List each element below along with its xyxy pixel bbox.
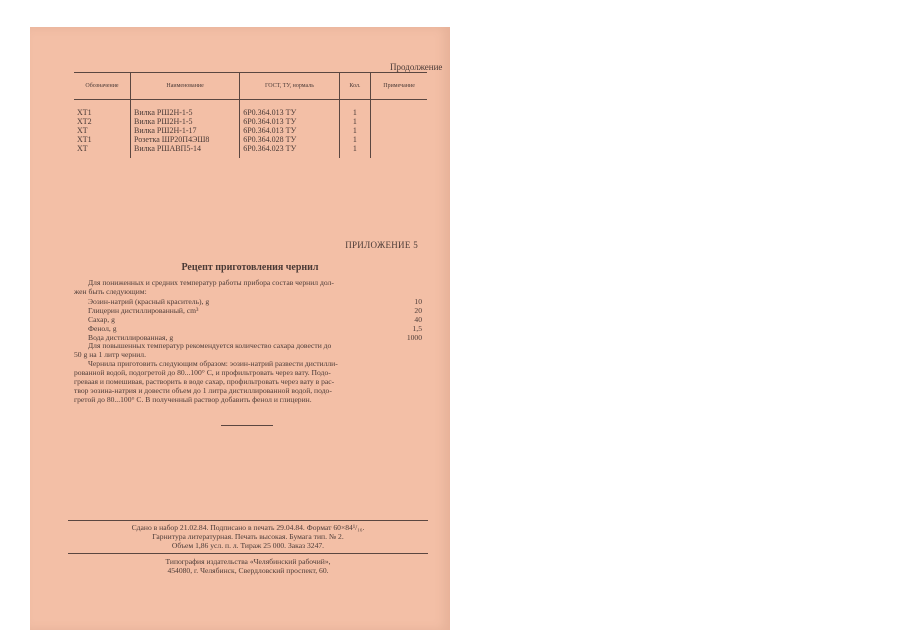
para3-line: Чернила приготовить следующим образом: эозин-натрий развести дистилли-: [88, 359, 338, 368]
cell-qty: 1: [339, 126, 370, 135]
cell-qty: 1: [339, 117, 370, 126]
document-page: [30, 27, 450, 630]
cell-qty: 1: [339, 135, 370, 144]
ingredient-name: Эозин-натрий (красный краситель), g: [88, 297, 210, 306]
cell-designation: XT1: [77, 135, 92, 144]
intro-line-2: жен быть следующим:: [74, 287, 147, 296]
col-header-note: Примечание: [371, 73, 427, 100]
continuation-label: Продолжение: [390, 62, 443, 72]
cell-gost: 6Р0.364.013 ТУ: [240, 126, 340, 135]
ingredient-name: Фенол, g: [88, 324, 117, 333]
ingredient-value: 20: [414, 306, 422, 315]
para3-line: твор эозина-натрия и довести объем до 1 литра дистиллированной водой, подо-: [74, 386, 332, 395]
table-row: [74, 135, 427, 144]
ingredient-name: Глицерин дистиллированный, cm³: [88, 306, 199, 315]
para3-line: греваая и помешивая, растворить в воде сахар, профильтровать через вату в рас-: [74, 377, 335, 386]
imprint-line-2: Гарнитура литературная. Печать высокая. Бумага тип. № 2.: [152, 532, 344, 541]
cell-gost: 6Р0.364.013 ТУ: [240, 100, 340, 118]
ingredient-name: Сахар, g: [88, 315, 115, 324]
cell-name: Вилка РШ2Н-1-5: [131, 117, 240, 126]
cell-qty: 1: [339, 100, 370, 118]
imprint-top-rule: [68, 520, 428, 521]
cell-gost: 6Р0.364.013 ТУ: [240, 117, 340, 126]
ingredient-value: 1,5: [412, 324, 422, 333]
cell-designation: XT1: [77, 108, 92, 117]
ingredient-value: 10: [414, 297, 422, 306]
ingredient-value: 1000: [406, 333, 422, 342]
cell-gost: 6Р0.364.028 ТУ: [240, 135, 340, 144]
ingredient-value: 40: [414, 315, 422, 324]
cell-designation: XT2: [77, 117, 92, 126]
ingredient-name: Вода дистиллированная, g: [88, 333, 174, 342]
printer-line-1: Типография издательства «Челябинский рабочий»,: [165, 557, 331, 566]
cell-name: Вилка РШ2Н-1-17: [131, 126, 240, 135]
cell-note: [371, 100, 427, 118]
imprint-bottom-rule: [68, 553, 428, 554]
appendix-label: ПРИЛОЖЕНИЕ 5: [345, 240, 418, 250]
para2-line-1: Для повышенных температур рекомендуется количество сахара довести до: [88, 341, 332, 350]
cell-note: [371, 144, 427, 158]
cell-note: [371, 126, 427, 135]
imprint-line-3: Объем 1,86 усл. п. л. Тираж 25 000. Заказ 3247.: [171, 541, 325, 550]
intro-line-1: Для пониженных и средних температур работы прибора состав чернил дол-: [88, 278, 334, 287]
table-header-row: [74, 73, 427, 100]
components-table: [74, 72, 427, 158]
cell-note: [371, 117, 427, 126]
recipe-title: Рецепт приготовления чернил: [181, 262, 319, 273]
cell-name: Вилка РШ2Н-1-5: [131, 100, 240, 118]
table-row: [74, 117, 427, 126]
table-row: [74, 100, 427, 118]
imprint-line-1: Сдано в набор 21.02.84. Подписано в печать 29.04.84. Формат 60×84¹/₁₆.: [131, 523, 365, 532]
para3-line: рованной водой, подогретой до 80...100° С, и профильтровать через вату. Подо-: [74, 368, 331, 377]
cell-note: [371, 135, 427, 144]
cell-qty: 1: [339, 144, 370, 158]
cell-gost: 6Р0.364.023 ТУ: [240, 144, 340, 158]
cell-designation: XT: [77, 144, 88, 153]
para2-line-2: 50 g на 1 литр чернил.: [74, 350, 146, 359]
col-header-qty: Кол.: [339, 73, 370, 100]
para3-line: гретой до 80...100° С. В полученный раствор добавить фенол и глицерин.: [74, 395, 312, 404]
section-divider: [221, 425, 273, 426]
table-row: [74, 144, 427, 158]
cell-name: Розетка ШР20П4ЭШ8: [131, 135, 240, 144]
cell-name: Вилка РШАВП5-14: [131, 144, 240, 158]
cell-designation: XT: [77, 126, 88, 135]
printer-line-2: 454080, г. Челябинск, Свердловский проспект, 60.: [167, 566, 329, 575]
col-header-designation: Обозначение: [74, 73, 131, 100]
table-row: [74, 126, 427, 135]
col-header-gost: ГОСТ, ТУ, нормаль: [240, 73, 340, 100]
col-header-name: Наименование: [131, 73, 240, 100]
